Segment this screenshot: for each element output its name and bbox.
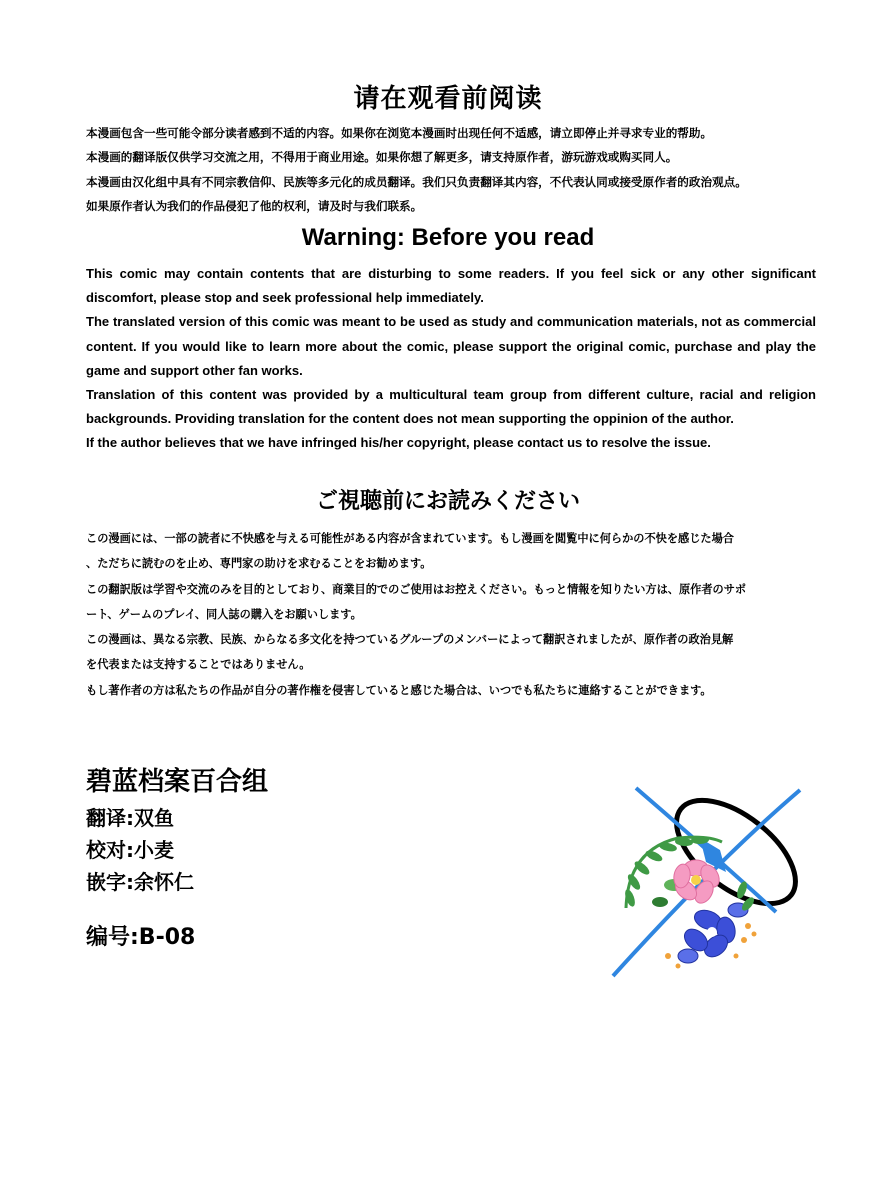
japanese-notice-line: この漫画には、一部の読者に不快感を与える可能性がある内容が含まれています。もし漫画を閲覧中に何らかの不快を感じた場合 (86, 532, 734, 545)
japanese-notice-line: この翻訳版は学習や交流のみを目的としており、商業目的でのご使用はお控えください。もっと情報を知りたい方は、原作者のサポ (86, 582, 747, 596)
japanese-notice-line: 、ただちに読むのを止め、専門家の助けを求むることをお勧めます。 (86, 557, 432, 571)
typesetter-credit: 嵌字:余怀仁 (86, 870, 194, 894)
english-notice-paragraph: The translated version of this comic was meant to be used as study and communication materials, not as commercial content. If you would like to learn more about the comic, please support the original comic, purchase and play the game and support other fan works. (86, 314, 816, 378)
chinese-notice-body (86, 121, 816, 218)
release-code: 编号:B-08 (86, 925, 196, 950)
translator-credit: 翻译:双鱼 (86, 806, 174, 830)
japanese-notice-body (86, 526, 816, 703)
chinese-notice-line: 本漫画的翻译版仅供学习交流之用，不得用于商业用途。如果你想了解更多，请支持原作者，游玩游戏或购买同人。 (86, 150, 678, 165)
english-notice-body (86, 262, 816, 456)
english-notice-paragraph: Translation of this content was provided by a multicultural team group from different culture, racial and religion backgrounds. Providing translation for the content does not mean supporting the oppinion of the author. (86, 387, 816, 427)
chinese-notice-line: 如果原作者认为我们的作品侵犯了他的权利，请及时与我们联系。 (86, 198, 423, 213)
japanese-notice-line: ート、ゲームのプレイ、同人誌の購入をお願いします。 (86, 607, 362, 621)
japanese-notice-line: もし著作者の方は私たちの作品が自分の著作権を侵害していると感じた場合は、いつでも私たちに連絡することができます。 (86, 683, 712, 697)
english-notice-title: Warning: Before you read (301, 224, 595, 251)
chinese-notice-line: 本漫画由汉化组中具有不同宗教信仰、民族等多元化的成员翻译。我们只负责翻译其内容，不代表认同或接受原作者的政治观点。 (86, 174, 747, 189)
chinese-notice-title: 请在观看前阅读 (353, 84, 543, 114)
group-name: 碧蓝档案百合组 (86, 767, 269, 797)
ribbon-ring-flower-logo-icon (608, 780, 818, 980)
japanese-notice-title: ご視聴前にお読みください (315, 489, 580, 514)
credits-block (86, 762, 268, 954)
english-notice-paragraph: If the author believes that we have infringed his/her copyright, please contact us to resolve the issue. (86, 435, 711, 451)
japanese-notice-line: を代表または支持することではありません。 (86, 658, 311, 672)
japanese-notice-line: この漫画は、異なる宗教、民族、からなる多文化を持つているグループのメンバーによって翻訳されましたが、原作者の政治見解 (86, 633, 734, 647)
chinese-notice-line: 本漫画包含一些可能令部分读者感到不适的内容。如果你在浏览本漫画时出现任何不适感，请立即停止并寻求专业的帮助。 (86, 126, 713, 140)
proofreader-credit: 校对:小麦 (86, 838, 174, 862)
english-notice-paragraph: This comic may contain contents that are disturbing to some readers. If you feel sick or any other significant discomfort, please stop and seek professional help immediately. (86, 266, 816, 306)
